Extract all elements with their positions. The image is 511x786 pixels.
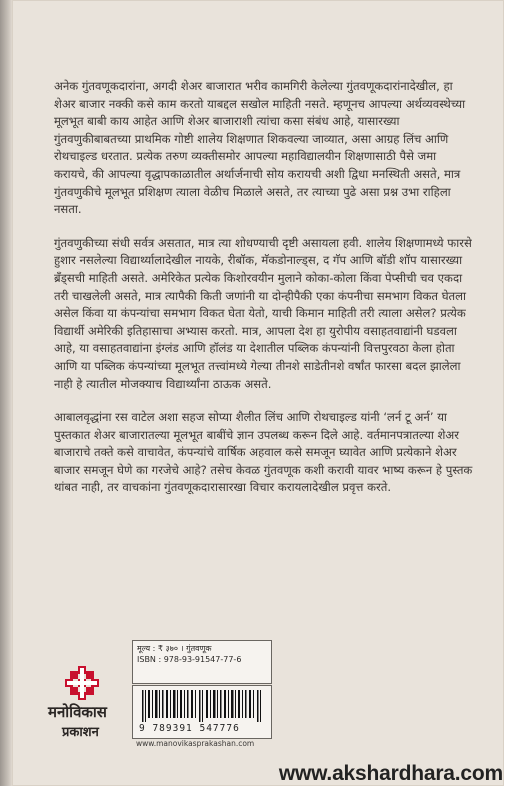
price-line: मूल्य : ₹ ३७० । गुंतवणूक: [137, 644, 212, 653]
price-isbn-box: [132, 640, 272, 684]
barcode-number: 9 789391 547776: [139, 723, 240, 734]
publisher-emblem-icon: [63, 664, 101, 702]
paragraph-2: गुंतवणुकीच्या संधी सर्वत्र असतात, मात्र त्या शोधण्याची दृष्टी असायला हवी. शालेय शिक्षणामध्ये फारसे हुशार नसलेल्या विद्यार्थ्यालादेखील नायके, रीबॉक, मॅकडोनाल्ड्स, द गॅप आणि बॉडी शॉप यासारख्या ब्रँड्सची माहिती असते. अमेरिकेत प्रत्येक किशोरवयीन मुलाने कोका-कोला किंवा पेप्सीची चव एकदा तरी चाखलेली असते, मात्र त्यापैकी किती जणांनी या दोन्हीपैकी एका कंपनीचा समभाग विकत घेतला असेल किंवा या कंपन्यांचा समभाग विकत घेता येतो, याची किमान माहिती तरी त्याला असेल? प्रत्येक विद्यार्थी अमेरिकी इतिहासाचा अभ्यास करतो. मात्र, आपला देश हा युरोपीय वसाहतवाद्यांनी घडवला आहे, या वसाहतवाद्यांना इंग्लंड आणि हॉलंड या देशातील पब्लिक कंपन्यांनी वित्तपुरवठा केला होता आणि या पब्लिक कंपन्यांच्या मूलभूत तत्त्वांमध्ये गेल्या तीनशे साडेतीनशे वर्षांत फारसा बदल झालेला नाही हे त्यातील मोजक्याच विद्यार्थ्यांना ठाऊक असते.: [54, 235, 472, 391]
barcode-bars: [140, 690, 264, 722]
paragraph-1: अनेक गुंतवणूकदारांना, अगदी शेअर बाजारात भरीव कामगिरी केलेल्या गुंतवणूकदारांनादेखील, हा शेअर बाजार नक्की कसे काम करतो याबद्दल सखोल माहिती नसते. म्हणूनच आपल्या अर्थव्यवस्थेच्या मूलभूत बाबी काय आहेत आणि शेअर बाजाराशी त्यांचा कसा संबंध आहे, यासारख्या गुंतवणुकीबाबतच्या प्राथमिक गोष्टी शालेय शिक्षणात शिकवल्या जाव्यात, असा आग्रह लिंच आणि रोथचाइल्ड धरतात. प्रत्येक तरुण व्यक्तीसमोर आपल्या महाविद्यालयीन शिक्षणासाठी पैसे जमा करायचे, की आपल्या वृद्धापकाळातील अर्थार्जनाची सोय करायची अशी द्विधा मनस्थिती असते, मात्र गुंतवणुकीचे मूलभूत प्रशिक्षण त्याला वेळीच मिळाले असते, तर त्याच्या पुढे असा प्रश्न उभा राहिला नसता.: [54, 79, 466, 217]
blurb-text: [54, 78, 474, 513]
isbn-line: ISBN : 978-93-91547-77-6: [137, 655, 242, 664]
publisher-subtitle: प्रकाशन: [62, 725, 99, 740]
isbn-barcode: [132, 685, 272, 739]
publisher-website: www.manovikasprakashan.com: [136, 739, 255, 748]
paragraph-3: आबालवृद्धांना रस वाटेल अशा सहज सोप्या शैलीत लिंच आणि रोथचाइल्ड यांनी ‘लर्न टू अर्न’ या पुस्तकात शेअर बाजारातल्या मूलभूत बाबींचे ज्ञान उपलब्ध करून दिले आहे. वर्तमानपत्रातल्या शेअर बाजाराचे तक्ते कसे वाचावेत, कंपन्यांचे वार्षिक अहवाल कसे समजून घ्यावेत आणि प्रत्येकाने शेअर बाजार समजून घेणे का गरजेचे आहे? तसेच केवळ गुंतवणूक कशी करावी यावर भाष्य करून हे पुस्तक थांबत नाही, तर वाचकांना गुंतवणूकदारासारखा विचार करायलादेखील प्रवृत्त करते.: [54, 410, 473, 495]
publisher-logo: [48, 664, 118, 744]
publisher-name: मनोविकास: [48, 703, 107, 721]
watermark-text: www.akshardhara.com: [278, 762, 503, 785]
spine-shadow: [0, 0, 12, 786]
